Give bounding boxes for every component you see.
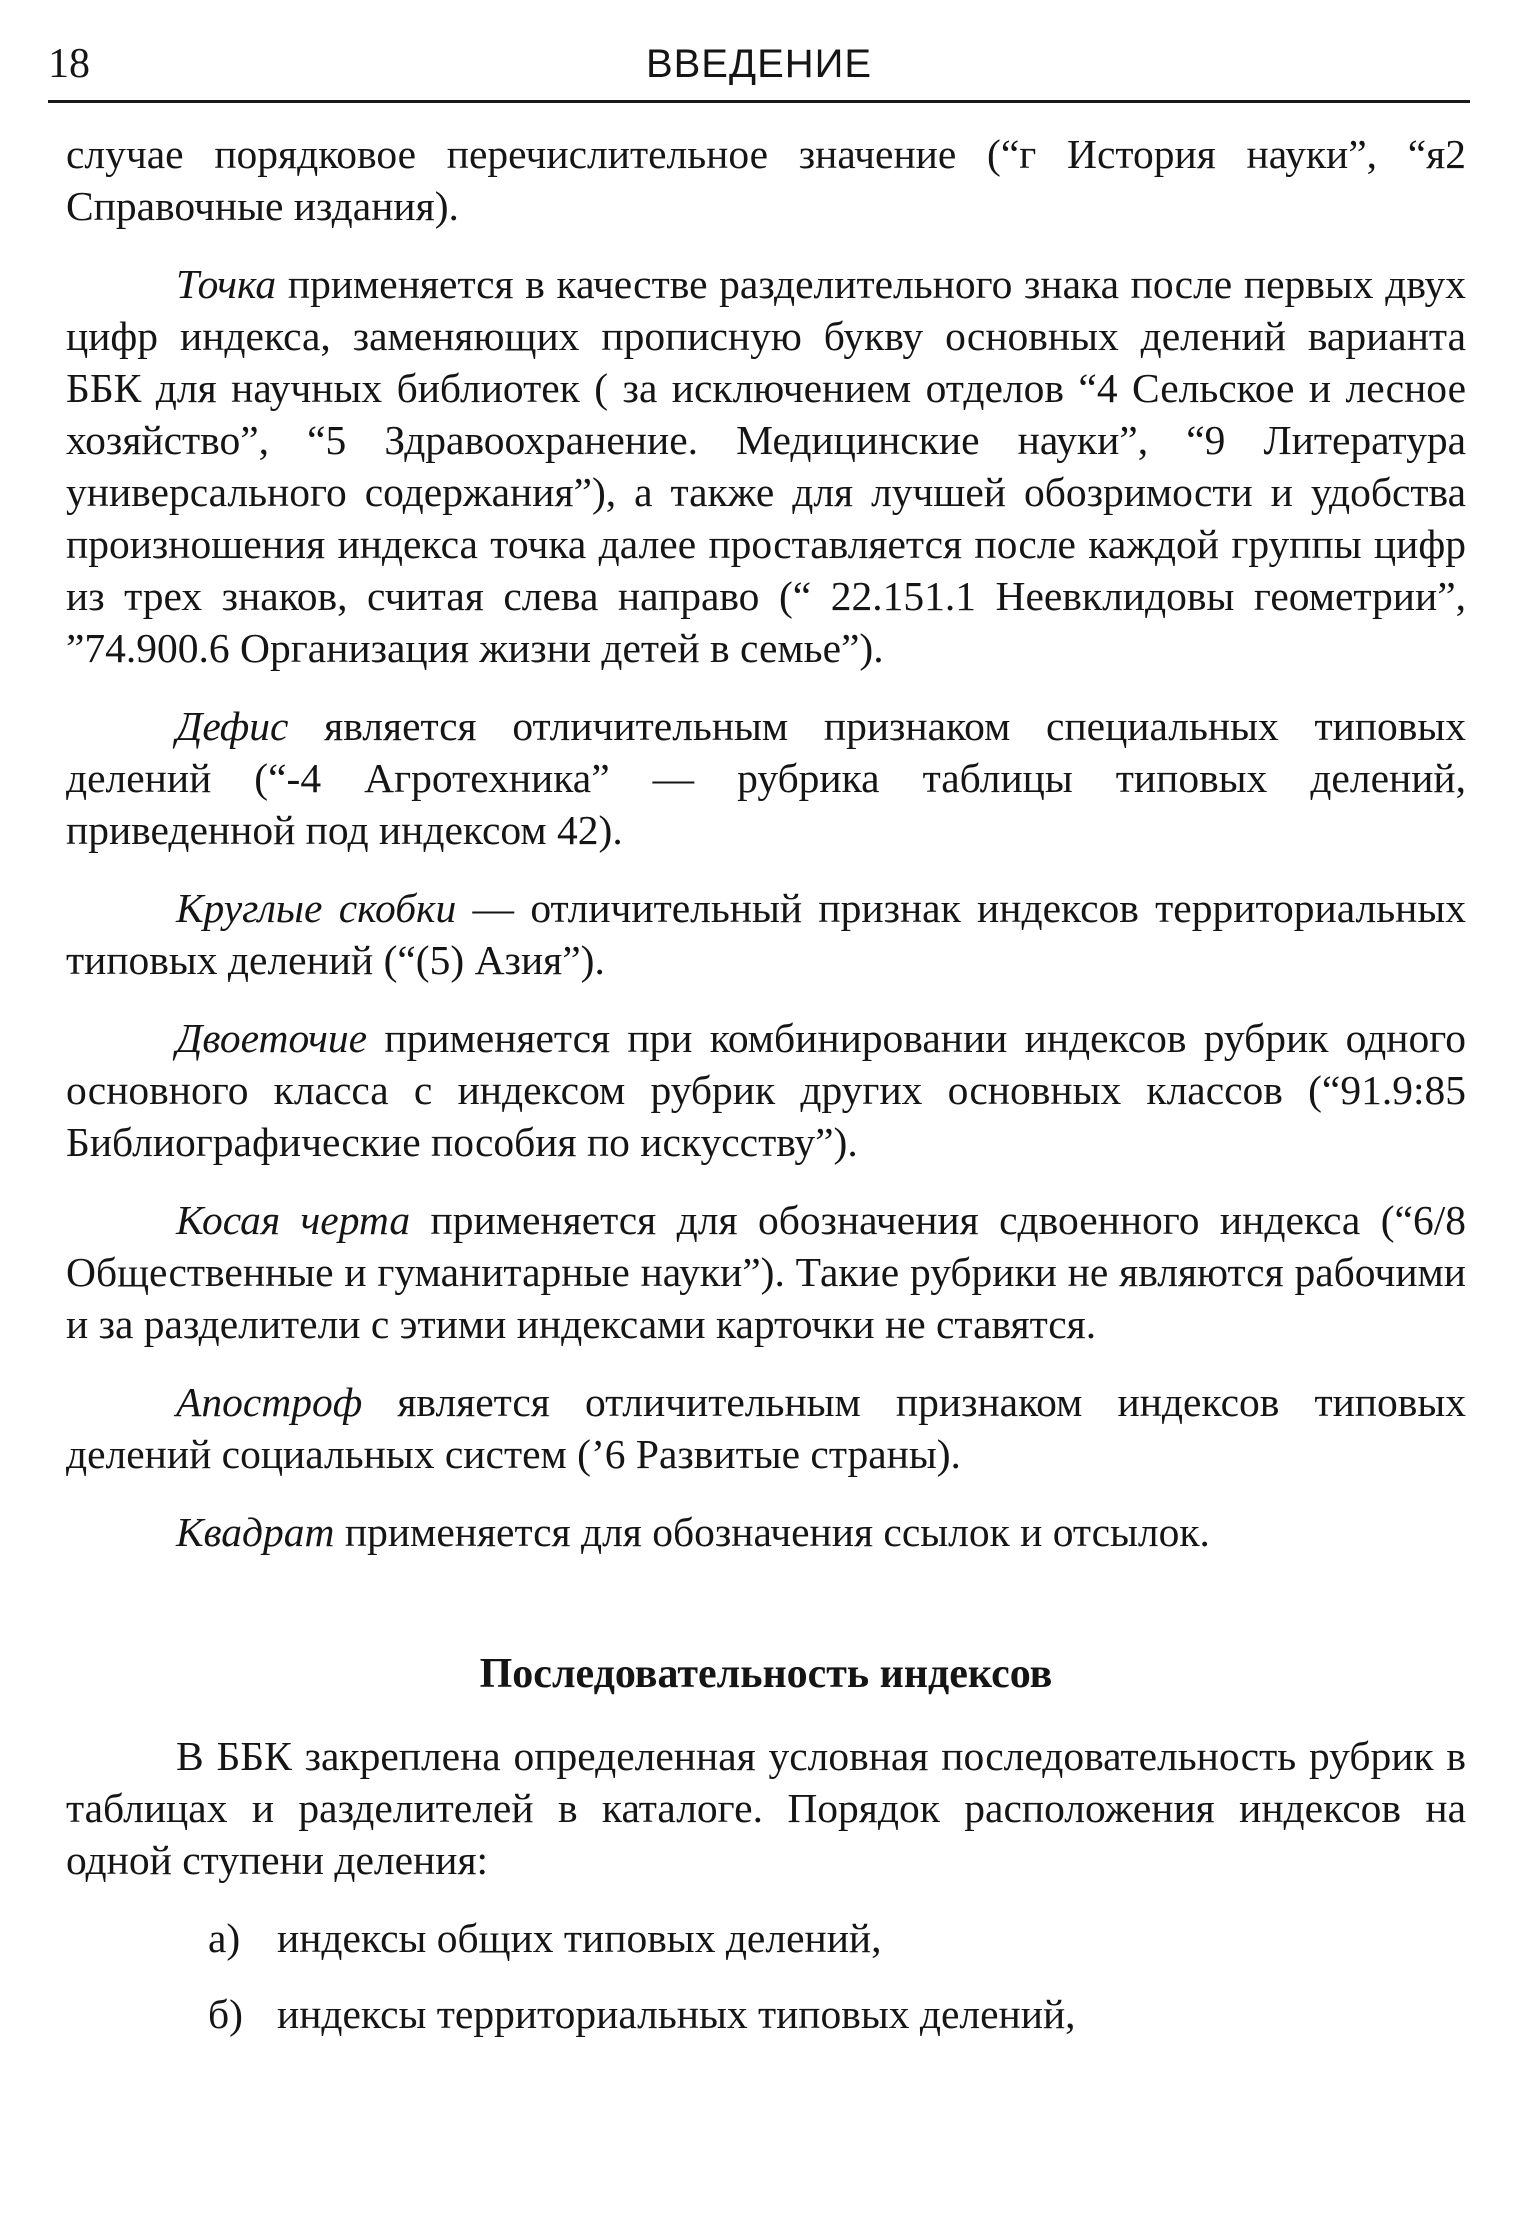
- term-dot: Точка: [176, 261, 277, 307]
- list-item: [66, 1988, 1466, 2040]
- section-intro: В ББК закреплена определенная условная последовательность рубрик в таблицах и разделителей в каталоге. Порядок расположения индексов на одной ступени деления:: [66, 1733, 1466, 1883]
- term-colon: Двоеточие: [176, 1015, 368, 1061]
- term-parentheses: Круглые скобки: [176, 885, 457, 931]
- header-rule: [48, 100, 1470, 103]
- list-marker: б): [208, 1991, 243, 2037]
- term-hyphen: Дефис: [176, 703, 289, 749]
- apostrophe-description: является отличительным признаком индексов типовых делений социальных систем (’6 Развитые страны).: [66, 1379, 1466, 1477]
- term-slash: Косая черта: [176, 1197, 411, 1243]
- list-marker: а): [208, 1915, 241, 1961]
- square-description: применяется для обозначения ссылок и отсылок.: [334, 1509, 1210, 1555]
- continued-paragraph: [66, 128, 1466, 232]
- term-apostrophe: Апостроф: [176, 1379, 363, 1425]
- list-item-text: индексы общих типовых делений,: [277, 1915, 882, 1961]
- page-content: [66, 128, 1466, 2064]
- list-item: [66, 1912, 1466, 1964]
- term-square: Квадрат: [176, 1509, 335, 1555]
- parentheses-paragraph: [66, 882, 1466, 986]
- running-head: [48, 38, 1470, 96]
- slash-paragraph: [66, 1194, 1466, 1350]
- hyphen-description: является отличительным признаком специальных типовых делений (“-4 Агротехника” — рубрика таблицы типовых делений, приведенной под индексом 42).: [66, 703, 1466, 853]
- page-number: 18: [48, 41, 90, 87]
- hyphen-paragraph: [66, 700, 1466, 856]
- dot-paragraph: [66, 258, 1466, 674]
- paragraph-text: случае порядковое перечислительное значение (“г История науки”, “я2 Справочные издания).: [66, 131, 1466, 229]
- colon-description: применяется при комбинировании индексов рубрик одного основного класса с индексом рубрик других основных классов (“91.9:85 Библиографические пособия по искусству”).: [66, 1015, 1466, 1165]
- running-title: ВВЕДЕНИЕ: [645, 42, 873, 86]
- apostrophe-paragraph: [66, 1376, 1466, 1480]
- dot-description: применяется в качестве разделительного знака после первых двух цифр индекса, заменяющих прописную букву основных делений варианта ББК для научных библиотек ( за исключением отделов “4 Сельское и лесное хозяйство”, “5 Здравоохранение. Медицинские науки”, “9 Литература универсального содержания”), а также для лучшей обозримости и удобства произношения индекса точка далее проставляется после каждой группы цифр из трех знаков, считая слева направо (“ 22.151.1 Неевклидовы геометрии”, ”74.900.6 Организация жизни детей в семье”).: [66, 261, 1466, 671]
- list-item-text: индексы территориальных типовых делений,: [277, 1991, 1076, 2037]
- section-heading: Последовательность индексов: [479, 1651, 1053, 1697]
- parentheses-description: — отличительный признак индексов территориальных типовых делений (“(5) Азия”).: [66, 885, 1466, 983]
- colon-paragraph: [66, 1012, 1466, 1168]
- square-paragraph: [66, 1506, 1466, 1558]
- slash-description: применяется для обозначения сдвоенного индекса (“6/8 Общественные и гуманитарные науки”). Такие рубрики не являются рабочими и за разделители с этими индексами карточки не ставятся.: [66, 1197, 1467, 1347]
